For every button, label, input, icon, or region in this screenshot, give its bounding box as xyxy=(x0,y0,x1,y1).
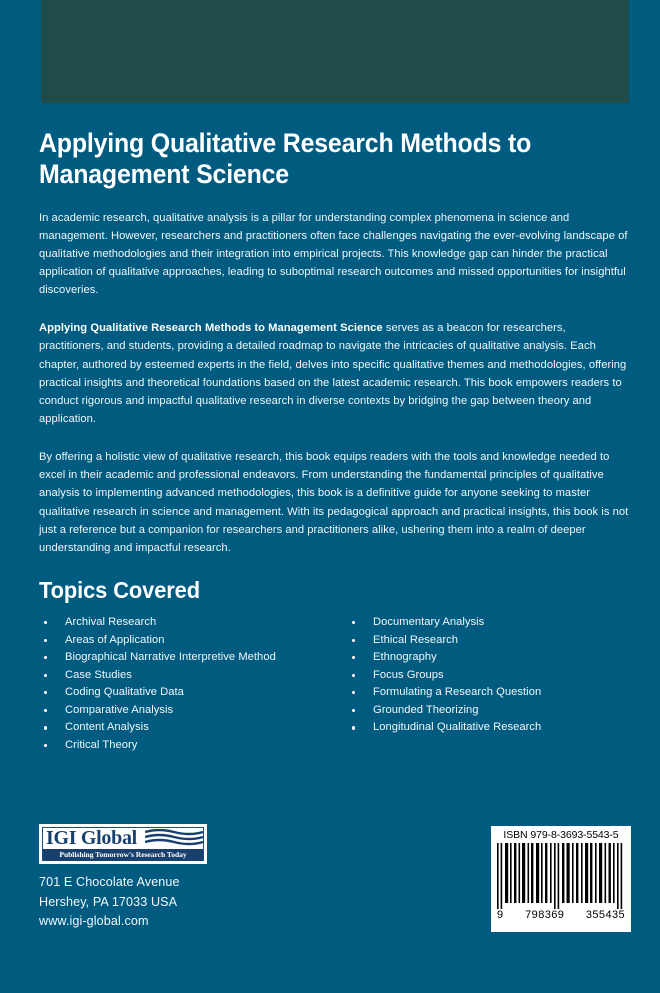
isbn-label: ISBN 979-8-3693-5543-5 xyxy=(503,829,619,841)
list-item xyxy=(39,632,323,650)
topics-heading: Topics Covered xyxy=(39,576,200,603)
barcode-digit-group-2: 355435 xyxy=(585,909,625,921)
topic-label: Ethical Research xyxy=(373,633,459,646)
blurb-paragraph-1: In academic research, qualitative analysis is a pillar for understanding complex phenomena in science and management. However, researchers and practitioners often face challenges navigating the ever-evolving landscape of qualitative methodologies and their integration into empirical projects. This knowledge gap can hinder the practical application of qualitative approaches, leading to suboptimal research outcomes and missed opportunities for insightful discoveries. xyxy=(39,211,628,297)
blurb-paragraph-2 xyxy=(39,319,631,428)
topic-label: Archival Research xyxy=(65,615,157,628)
topic-label: Focus Groups xyxy=(373,668,444,681)
bullet-icon xyxy=(44,726,47,729)
page-title: Applying Qualitative Research Methods to Management Science xyxy=(39,128,532,190)
topic-label: Coding Qualitative Data xyxy=(65,686,184,699)
barcode-bars-icon xyxy=(495,843,627,909)
bullet-icon xyxy=(44,709,47,712)
bullet-icon xyxy=(44,674,47,677)
bullet-icon xyxy=(352,639,355,642)
bullet-icon xyxy=(44,639,47,642)
list-item xyxy=(347,649,631,667)
blurb-paragraph-3: By offering a holistic view of qualitative research, this book equips readers with the tools and knowledge needed to excel in their academic and professional endeavors. From understanding the fundamental principles of qualitative analysis to implementing advanced methodologies, this book is a definitive guide for anyone seeking to master qualitative research in science and management. With its pedagogical approach and practical insights, this book is not just a reference but a companion for researchers and practitioners alike, ushering them into a realm of deeper understanding and impactful research. xyxy=(39,451,629,554)
publisher-block xyxy=(39,824,207,932)
list-item xyxy=(39,614,323,632)
publisher-address xyxy=(39,873,207,932)
igi-global-logo xyxy=(39,824,207,864)
list-item xyxy=(347,667,631,685)
blurb-paragraph-2-rest: serves as a beacon for researchers, practitioners, and students, providing a detailed roadmap to navigate the intricacies of qualitative analysis. Each chapter, authored by esteemed experts in the field, delves into specific qualitative themes and methodologies, offering practical insights and theoretical foundations based on the latest academic research. This book empowers readers to conduct rigorous and impactful qualitative research in diverse contexts by bridging the gap between theory and application. xyxy=(39,322,627,425)
bullet-icon xyxy=(352,691,355,694)
bullet-icon xyxy=(44,744,47,747)
logo-wordmark: IGI Global xyxy=(46,827,137,849)
topics-column-right xyxy=(323,614,631,755)
topic-label: Documentary Analysis xyxy=(373,615,485,628)
list-item xyxy=(347,702,631,720)
logo-tagline: Publishing Tomorrow's Research Today xyxy=(43,849,203,861)
topic-label: Grounded Theorizing xyxy=(373,703,479,716)
topic-label: Ethnography xyxy=(373,651,437,664)
bullet-icon xyxy=(352,656,355,659)
topic-label: Longitudinal Qualitative Research xyxy=(373,721,542,734)
topics-columns xyxy=(39,614,631,755)
bullet-icon xyxy=(352,709,355,712)
bullet-icon xyxy=(44,691,47,694)
topic-label: Formulating a Research Question xyxy=(373,686,542,699)
list-item xyxy=(39,719,323,737)
topic-label: Biographical Narrative Interpretive Method xyxy=(65,651,276,664)
topic-label: Content Analysis xyxy=(65,721,149,734)
topic-label: Case Studies xyxy=(65,668,132,681)
blurb-title-emphasis: Applying Qualitative Research Methods to Management Science xyxy=(39,322,383,335)
topic-label: Areas of Application xyxy=(65,633,165,646)
publisher-website: www.igi-global.com xyxy=(39,914,149,928)
address-line-2: Hershey, PA 17033 USA xyxy=(39,894,178,909)
topic-label: Comparative Analysis xyxy=(65,703,174,716)
isbn-barcode xyxy=(491,826,631,932)
list-item xyxy=(347,614,631,632)
list-item xyxy=(347,632,631,650)
list-item xyxy=(39,737,323,755)
top-dark-band xyxy=(41,0,629,103)
bullet-icon xyxy=(352,726,355,729)
list-item xyxy=(347,684,631,702)
cover-content xyxy=(39,128,631,755)
bullet-icon xyxy=(44,621,47,624)
topics-column-left xyxy=(39,614,323,755)
barcode-digits xyxy=(495,909,627,922)
list-item xyxy=(347,719,631,737)
list-item xyxy=(39,649,323,667)
list-item xyxy=(39,667,323,685)
barcode-digit-left: 9 xyxy=(497,909,504,921)
topic-label: Critical Theory xyxy=(65,739,138,752)
address-line-1: 701 E Chocolate Avenue xyxy=(39,875,180,889)
bullet-icon xyxy=(44,656,47,659)
bullet-icon xyxy=(352,621,355,624)
bullet-icon xyxy=(352,674,355,677)
barcode-digit-group-1: 798369 xyxy=(525,909,565,921)
wave-lines-icon xyxy=(145,829,203,848)
cover-footer xyxy=(39,824,631,954)
list-item xyxy=(39,684,323,702)
list-item xyxy=(39,702,323,720)
